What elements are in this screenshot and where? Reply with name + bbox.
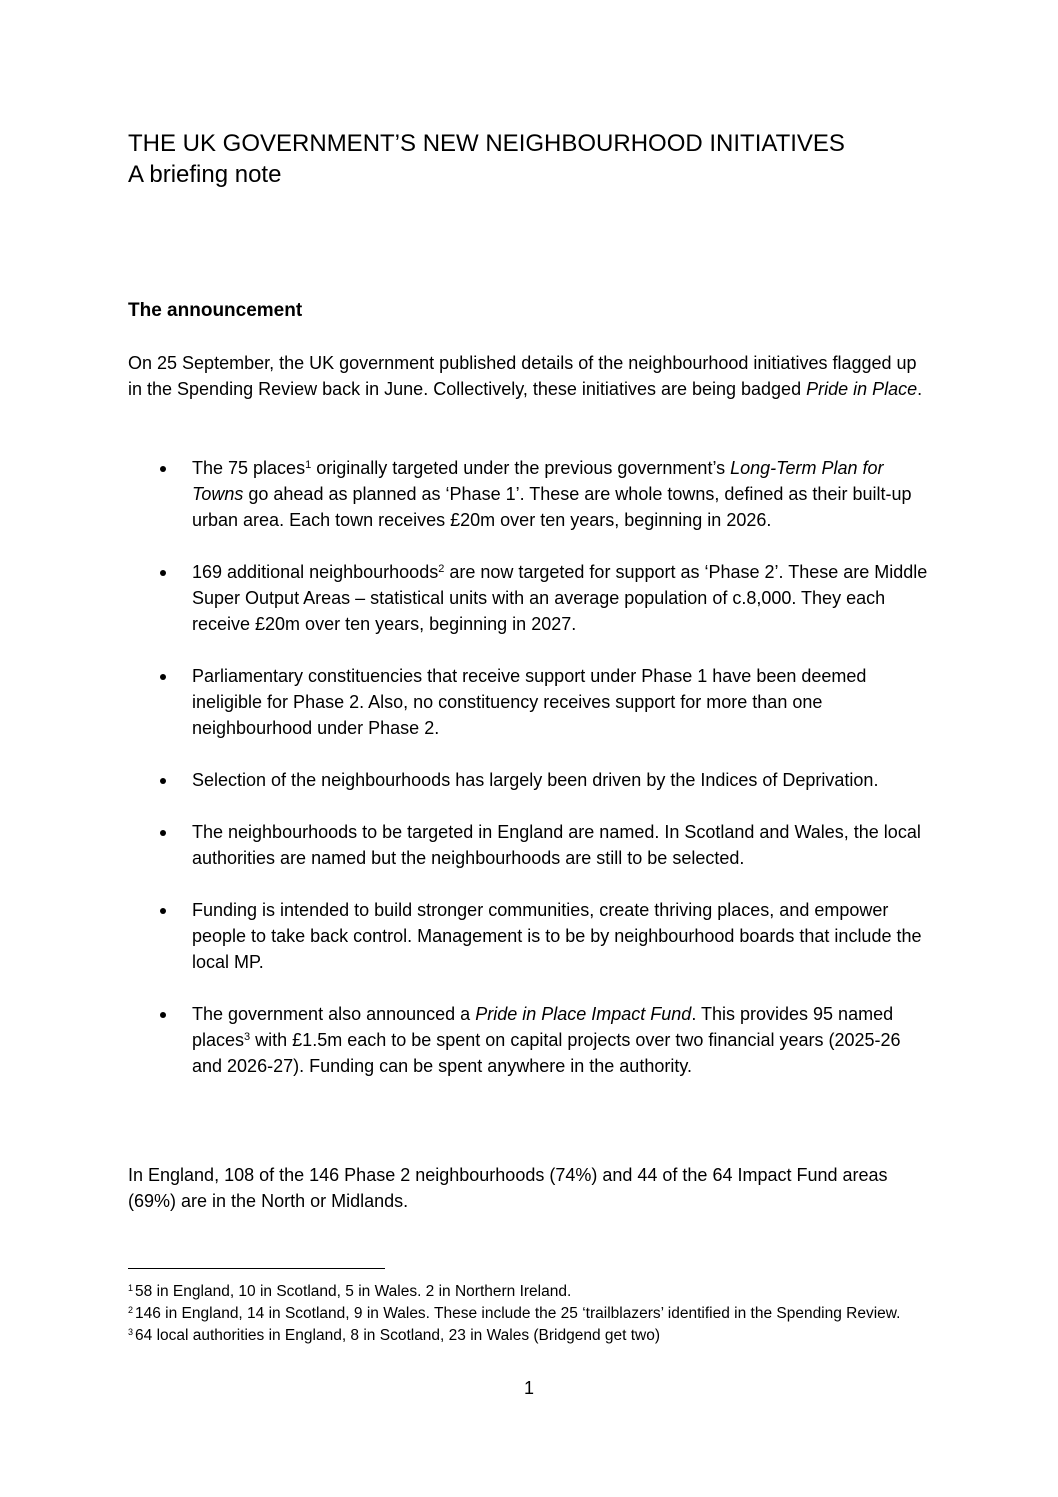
footnotes	[128, 1281, 918, 1347]
footnote-2	[128, 1303, 918, 1325]
intro-text: On 25 September, the UK government published details of the neighbourhood initiatives flagged up in the Spending Review back in June. Collectively, these initiatives are being badged	[128, 353, 917, 399]
bullet-icon	[160, 674, 166, 680]
document-title	[128, 128, 845, 190]
bullet-item-selection	[128, 767, 928, 793]
bullet-text: with £1.5m each to be spent on capital projects over two financial years (2025-26 and 2026-27). Funding can be spent anywhere in the authority.	[192, 1030, 901, 1076]
bullet-italic-text: Long-Term Plan for Towns	[192, 458, 884, 504]
footnote-1	[128, 1281, 918, 1303]
bullet-text: Funding is intended to build stronger communities, create thriving places, and empower people to take back control. Management is to be by neighbourhood boards that include the local MP.	[192, 900, 922, 972]
intro-paragraph	[128, 350, 928, 402]
bullet-icon	[160, 908, 166, 914]
bullet-text: originally targeted under the previous government’s	[311, 458, 731, 478]
footnote-text: 146 in England, 14 in Scotland, 9 in Wales. These include the 25 ‘trailblazers’ identified in the Spending Review.	[135, 1305, 901, 1322]
bullet-icon	[160, 466, 166, 472]
footnote-mark: 1	[128, 1283, 134, 1293]
bullet-icon	[160, 830, 166, 836]
footnote-ref-3[interactable]: 3	[244, 1031, 251, 1043]
bullet-text: go ahead as planned as ‘Phase 1’. These are whole towns, defined as their built-up urban area. Each town receives £20m over ten years, beginning in 2026.	[192, 484, 912, 530]
bullet-text: Parliamentary constituencies that receive support under Phase 1 have been deemed ineligible for Phase 2. Also, no constituency receives support for more than one neighbourhood under Phase 2.	[192, 666, 867, 738]
conclusion-paragraph: In England, 108 of the 146 Phase 2 neighbourhoods (74%) and 44 of the 64 Impact Fund areas (69%) are in the North or Midlands.	[128, 1165, 888, 1211]
footnote-ref-1[interactable]: 1	[305, 459, 312, 471]
bullet-item-phase-1	[128, 455, 928, 533]
bullet-text: 169 additional neighbourhoods	[192, 562, 439, 582]
bullet-item-phase-2	[128, 559, 928, 637]
intro-text-end: .	[917, 379, 923, 399]
bullet-list	[128, 455, 928, 1105]
footnote-mark: 2	[128, 1305, 134, 1315]
footnote-text: 64 local authorities in England, 8 in Scotland, 23 in Wales (Bridgend get two)	[135, 1327, 661, 1344]
bullet-text: The government also announced a	[192, 1004, 476, 1024]
bullet-text: . This provides 95 named places	[192, 1004, 894, 1050]
footnote-separator	[128, 1268, 385, 1269]
bullet-text: The neighbourhoods to be targeted in England are named. In Scotland and Wales, the local authorities are named but the neighbourhoods are still to be selected.	[192, 822, 921, 868]
bullet-item-named-neighbourhoods	[128, 819, 928, 871]
footnote-mark: 3	[128, 1327, 134, 1337]
bullet-text: The 75 places	[192, 458, 306, 478]
footnote-3	[128, 1325, 918, 1347]
bullet-icon	[160, 570, 166, 576]
footnote-ref-2[interactable]: 2	[438, 563, 445, 575]
title-line-2-subtitle: A briefing note	[128, 161, 282, 188]
bullet-icon	[160, 778, 166, 784]
bullet-item-constituencies	[128, 663, 928, 741]
bullet-icon	[160, 1012, 166, 1018]
page-number: 1	[523, 1378, 534, 1398]
bullet-text: are now targeted for support as ‘Phase 2’. These are Middle Super Output Areas – statistical units with an average population of c.8,000. They each receive £20m over ten years, beginning in 2027.	[192, 562, 928, 634]
bullet-italic-text: Pride in Place Impact Fund	[475, 1004, 692, 1024]
bullet-text: Selection of the neighbourhoods has largely been driven by the Indices of Deprivation.	[192, 770, 879, 790]
title-line-1: THE UK GOVERNMENT’S NEW NEIGHBOURHOOD INITIATIVES	[128, 130, 845, 157]
footnote-text: 58 in England, 10 in Scotland, 5 in Wales. 2 in Northern Ireland.	[135, 1283, 572, 1300]
section-heading: The announcement	[128, 300, 303, 321]
bullet-item-impact-fund	[128, 1001, 928, 1079]
intro-italic-pride-in-place: Pride in Place	[806, 379, 918, 399]
bullet-item-funding-purpose	[128, 897, 928, 975]
